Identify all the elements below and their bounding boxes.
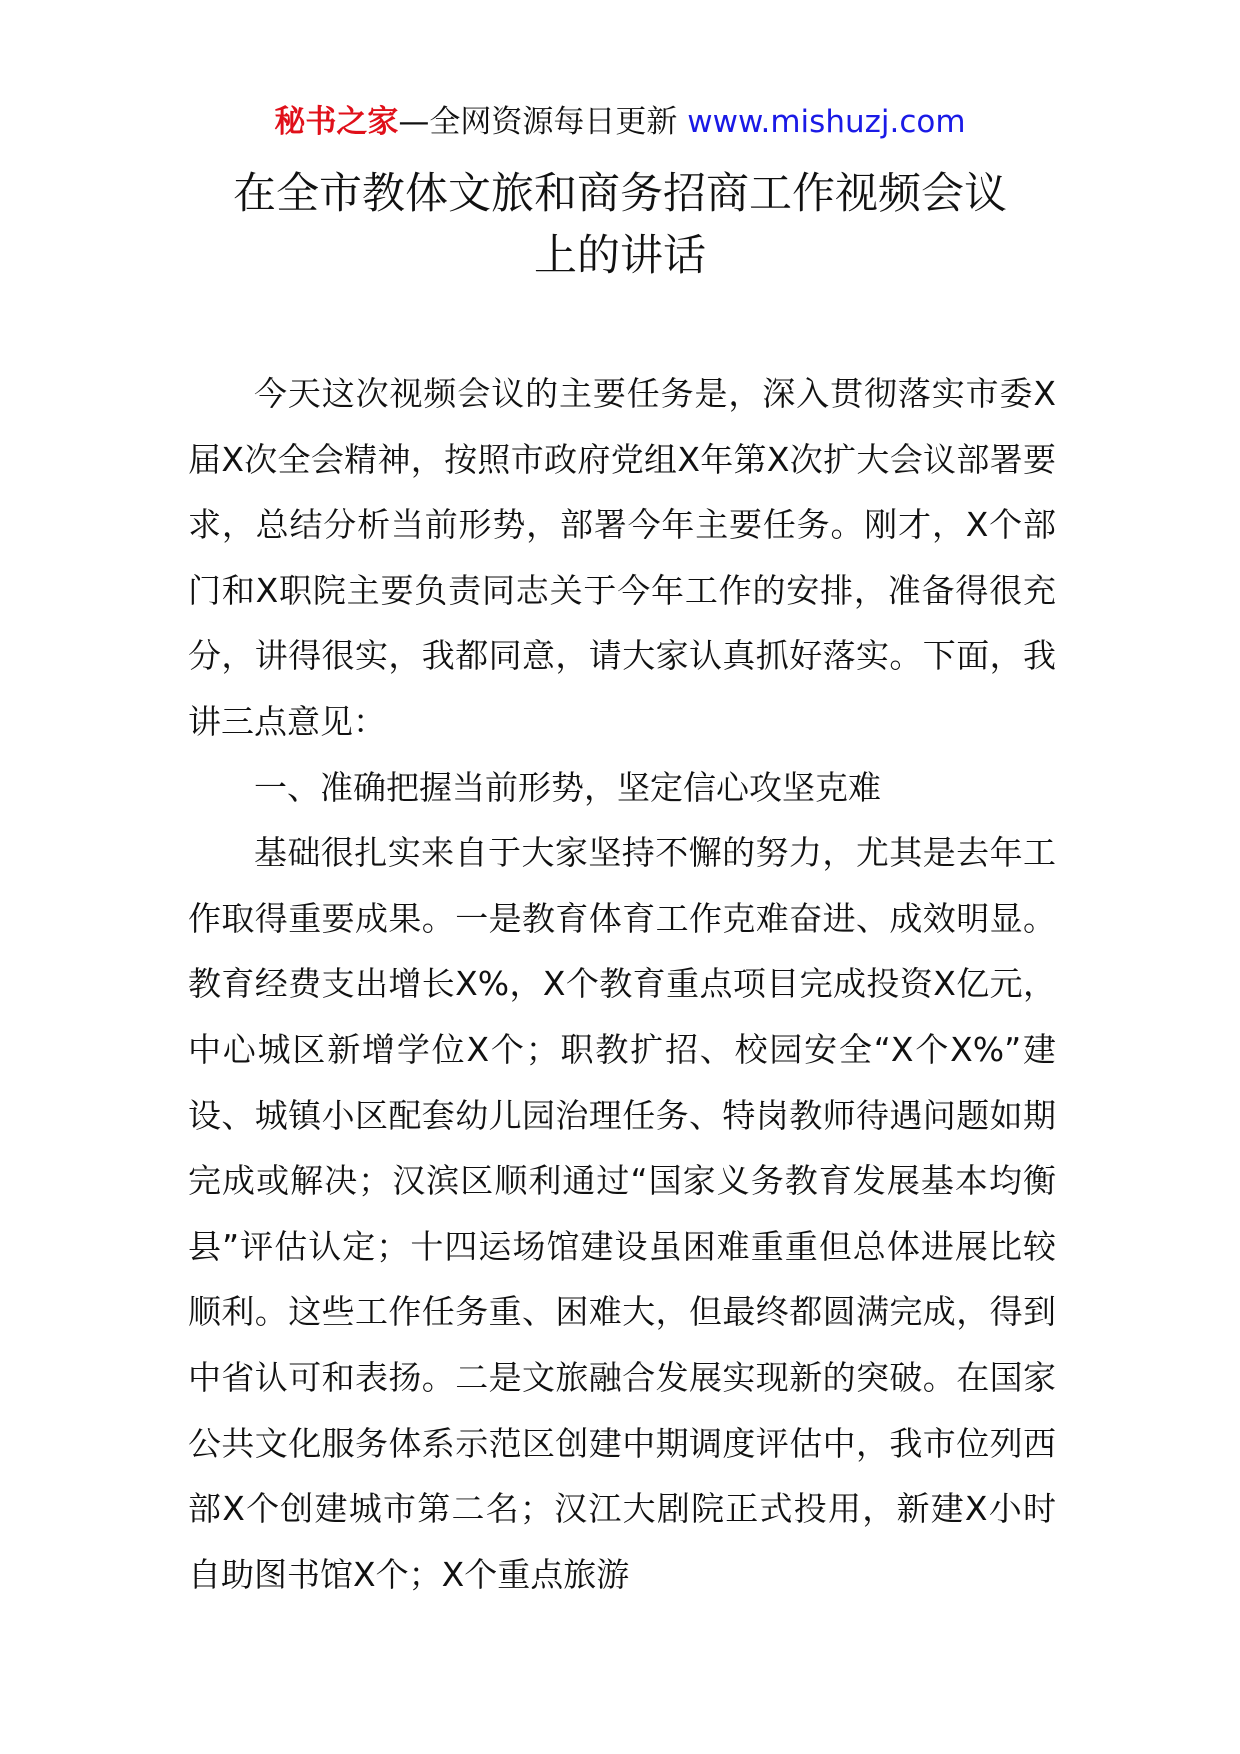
title-line-2: 上的讲话: [534, 231, 706, 281]
header-tagline: —全网资源每日更新: [398, 104, 688, 140]
document-body: [188, 361, 1056, 1607]
document-title: [0, 163, 1240, 287]
paragraph-achievements: 基础很扎实来自于大家坚持不懈的努力，尤其是去年工作取得重要成果。一是教育体育工作克难奋进、成效明显。教育经费支出增长X%，X个教育重点项目完成投资X亿元，中心城区新增学位X个；职教扩招、校园安全“X个X%”建设、城镇小区配套幼儿园治理任务、特岗教师待遇问题如期完成或解决；汉滨区顺利通过“国家义务教育发展基本均衡县”评估认定；十四运场馆建设虽困难重重但总体进展比较顺利。这些工作任务重、困难大，但最终都圆满完成，得到中省认可和表扬。二是文旅融合发展实现新的突破。在国家公共文化服务体系示范区创建中期调度评估中，我市位列西部X个创建城市第二名；汉江大剧院正式投用，新建X小时自助图书馆X个；X个重点旅游: [188, 833, 1056, 1594]
section-heading-1: 一、准确把握当前形势，坚定信心攻坚克难: [254, 767, 881, 807]
brand-name: 秘书之家: [274, 104, 399, 140]
site-header: [0, 102, 1240, 142]
site-url-link[interactable]: www.mishuzj.com: [687, 104, 966, 140]
title-line-1: 在全市教体文旅和商务招商工作视频会议: [233, 169, 1007, 219]
paragraph-intro: 今天这次视频会议的主要任务是，深入贯彻落实市委X届X次全会精神，按照市政府党组X年第X次扩大会议部署要求，总结分析当前形势，部署今年主要任务。刚才，X个部门和X职院主要负责同志关于今年工作的安排，准备得很充分，讲得很实，我都同意，请大家认真抓好落实。下面，我讲三点意见：: [188, 374, 1056, 741]
